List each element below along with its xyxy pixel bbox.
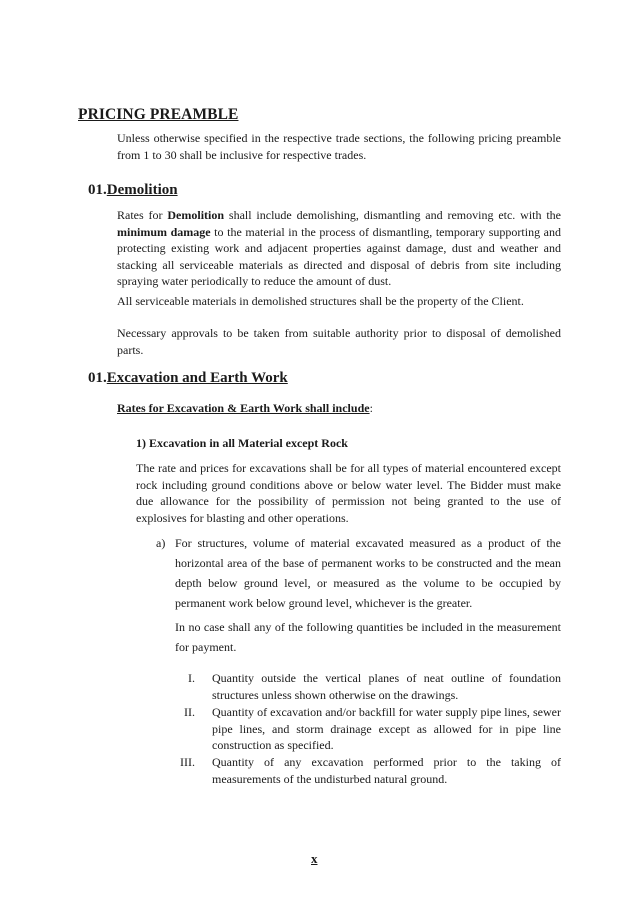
rates-include-label xyxy=(117,401,373,416)
roman-numeral: III. xyxy=(180,755,195,769)
sub-a-paragraph: For structures, volume of material excavated measured as a product of the horizontal area of the base of permanent works to be constructed and the mean depth below ground level, or measured as the volume to be occupied by permanent work below ground level, whichever is the greater. xyxy=(175,536,561,610)
section-heading-excavation xyxy=(88,370,288,387)
demolition-paragraph-1 xyxy=(117,207,561,290)
section-title: Excavation and Earth Work xyxy=(106,370,288,386)
page-title: PRICING PREAMBLE xyxy=(78,106,239,123)
sub-a-label: a) xyxy=(156,536,166,550)
bold-term-demolition: Demolition xyxy=(167,208,225,222)
text-run: to the material in the process of dismantling, temporary supporting and protecting existing work and adjacent properties against damage, dust and weather and stacking all serviceable materials as directed and disposal of debris from site including spraying water periodically to reduce the amount of dust. xyxy=(117,224,562,288)
list-item-text: Quantity outside the vertical planes of neat outline of foundation structures unless shown otherwise on the drawings. xyxy=(212,671,561,702)
list-item-text: Quantity of excavation and/or backfill for water supply pipe lines, sewer pipe lines, and storm drainage except as allowed for in pipe line construction as specified. xyxy=(212,705,561,752)
section-number: 01. xyxy=(88,370,107,386)
section-number: 01. xyxy=(88,182,107,198)
list-item-text: Quantity of any excavation performed prior to the taking of measurements of the undisturbed natural ground. xyxy=(212,755,561,786)
item1-heading: 1) Excavation in all Material except Rock xyxy=(136,436,348,450)
demolition-paragraph-2: All serviceable materials in demolished structures shall be the property of the Client. xyxy=(117,294,524,308)
rates-label-text: Rates for Excavation & Earth Work shall include xyxy=(117,401,370,415)
roman-numeral: I. xyxy=(188,671,195,685)
bold-term-minimum-damage: minimum damage xyxy=(117,224,211,239)
no-case-paragraph: In no case shall any of the following quantities be included in the measurement for payment. xyxy=(175,620,561,654)
item1-paragraph: The rate and prices for excavations shall be for all types of material encountered except rock including ground conditions above or below water level. The Bidder must make due allowance for the possibility of permission not being granted to the use of explosives for blasting and other operations. xyxy=(136,461,561,525)
section-heading-demolition xyxy=(88,182,178,199)
text-run: shall include demolishing, dismantling and removing etc. with the xyxy=(224,208,562,222)
section-title: Demolition xyxy=(106,182,178,198)
text-run: Rates for xyxy=(117,208,168,222)
colon: : xyxy=(369,401,373,415)
roman-numeral: II. xyxy=(184,705,195,719)
intro-paragraph: Unless otherwise specified in the respective trade sections, the following pricing preamble from 1 to 30 shall be inclusive for respective trades. xyxy=(117,131,561,162)
demolition-paragraph-3: Necessary approvals to be taken from suitable authority prior to disposal of demolished parts. xyxy=(117,326,561,357)
page-number: x xyxy=(311,851,318,866)
